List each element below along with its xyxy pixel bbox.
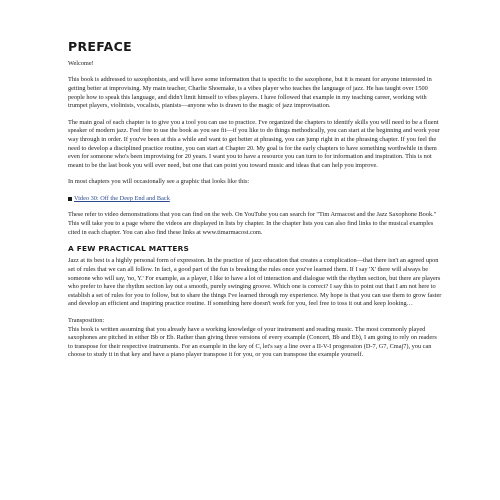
video-square-icon (68, 197, 72, 201)
preface-heading: PREFACE (68, 39, 132, 54)
video-reference (68, 195, 442, 204)
preface-paragraph-1: This book is addressed to saxophonists, and will have some information that is specific to the saxophone, but it is meant for anyone interested in getting better at improvising. My main teacher, Charlie Shoemake, is a vibes player who teaches the language of jazz. He has taught over 1500 people how to speak this language, and didn't limit himself to vibes players. I have followed that example in my teaching career, working with trumpet players, violinists, vocalists, pianists—anyone who is drawn to the magic of jazz improvisation. (68, 76, 432, 110)
preface-paragraph-4: These refer to video demonstrations that you can find on the web. On YouTube you can search for "Tim Armacost and the Jazz Saxophone Book." This will take you to a page where the videos are displayed in lists by chapter. In the chapter lists you can also find links to the musical examples cited in each chapter. You can also find these links at www.timarmacost.com. (68, 211, 437, 236)
preface-paragraph-3: In most chapters you will occasionally see a graphic that looks like this: (68, 178, 250, 186)
transposition-label: Transposition: (68, 316, 105, 324)
welcome-text: Welcome! (68, 59, 94, 67)
practical-paragraph-1: Jazz at its best is a highly personal form of expression. In the practice of jazz education that creates a complication—that there isn't an agreed upon set of rules that we can all follow. In fact, a good part of the fun is breaking the rules once you've learned them. If I say 'X' there will always be someone who will say, 'no, Y.' For example, as a player, I like to have a lot of interaction and dialogue with the rhythm section, but there are players who prefer to have the rhythm section lay out a smooth, purely swinging groove. Which one is correct? I say this to point out that I am not here to establish a set of rules for you to follow, but to share the things I've learned through my experience. My hope is that you can use them to grow faster and develop an efficient and inspiring practice routine. If something here doesn't work for you, feel free to toss it out and keep looking… (68, 257, 442, 308)
preface-paragraph-2: The main goal of each chapter is to give you a tool you can use to practice. I've organized the chapters to identify skills you will need to be a fluent speaker of modern jazz. Feel free to use the book as you see fit—if you like to do things methodically, you can start at the beginning and work your way through in order. If you've been at this a while and want to get better at phrasing, you can jump right in at the phrasing chapter. If you feel the need to develop a disciplined practice routine, you can start at Chapter 20. My goal is for the early chapters to have something worthwhile in them even for someone who's been improvising for 20 years. I want you to have a resource you can turn to for information and inspiration. This is not meant to be the last book you will ever need, but one that can point you toward music and ideas that can help you improve. (68, 118, 440, 169)
transposition-paragraph: This book is written assuming that you already have a working knowledge of your instrument and reading music. The most commonly played saxophones are pitched in either Bb or Eb. Rather than giving three versions of every example (Concert, Bb and Eb), I am going to rely on readers to transpose for their respective instruments. For an example in the key of C, let's say a line over a II-V-I progression (D-7, G7, Cmaj7), you can choose to study it in that key and have a piano player transpose it for you, or you can transpose the example yourself. (68, 325, 437, 359)
video-link[interactable]: Video 30: Off the Deep End and Back (74, 194, 170, 202)
practical-matters-heading: A FEW PRACTICAL MATTERS (68, 244, 189, 254)
